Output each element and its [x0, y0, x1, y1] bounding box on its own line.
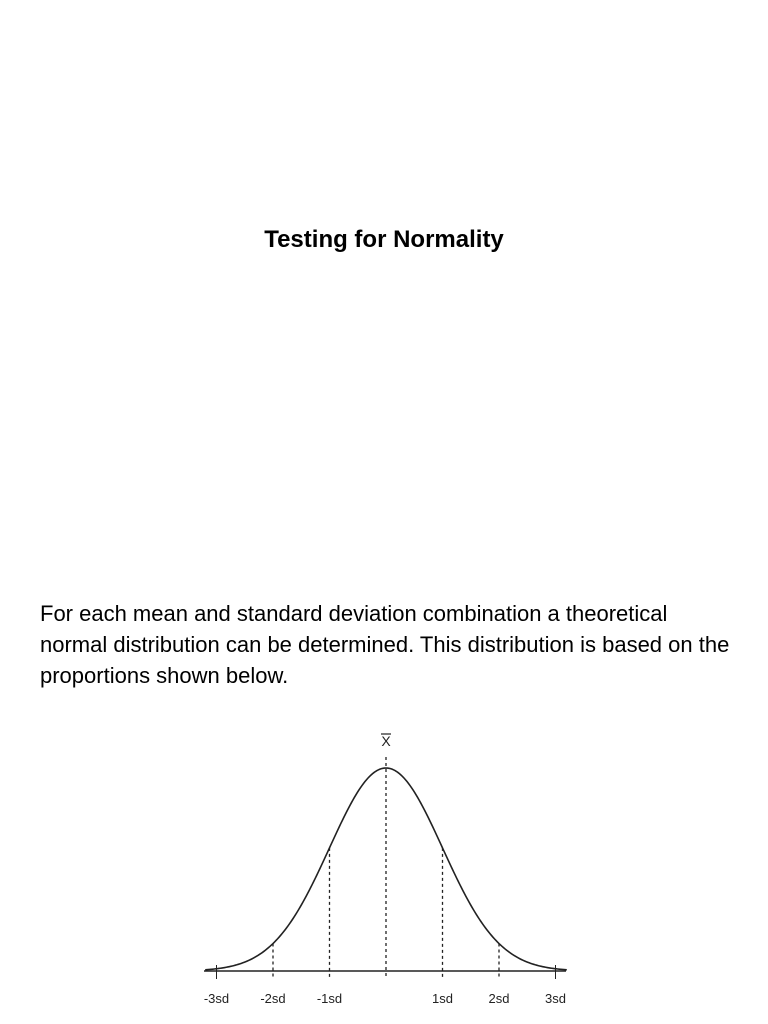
tick-label: 1sd [432, 991, 453, 1006]
page-title: Testing for Normality [264, 226, 504, 253]
mean-label: X [381, 733, 391, 749]
chart-layer [204, 733, 567, 1006]
tick-label: 3sd [545, 991, 566, 1006]
tick-label: 2sd [488, 991, 510, 1006]
tick-label: -2sd [260, 991, 286, 1006]
body-paragraph: For each mean and standard deviation combination a theoretical normal distribution can be determined. This distribution is based on the proportions shown below. [40, 601, 730, 688]
tick-label: -1sd [316, 991, 343, 1006]
tick-label: -3sd [203, 991, 230, 1006]
